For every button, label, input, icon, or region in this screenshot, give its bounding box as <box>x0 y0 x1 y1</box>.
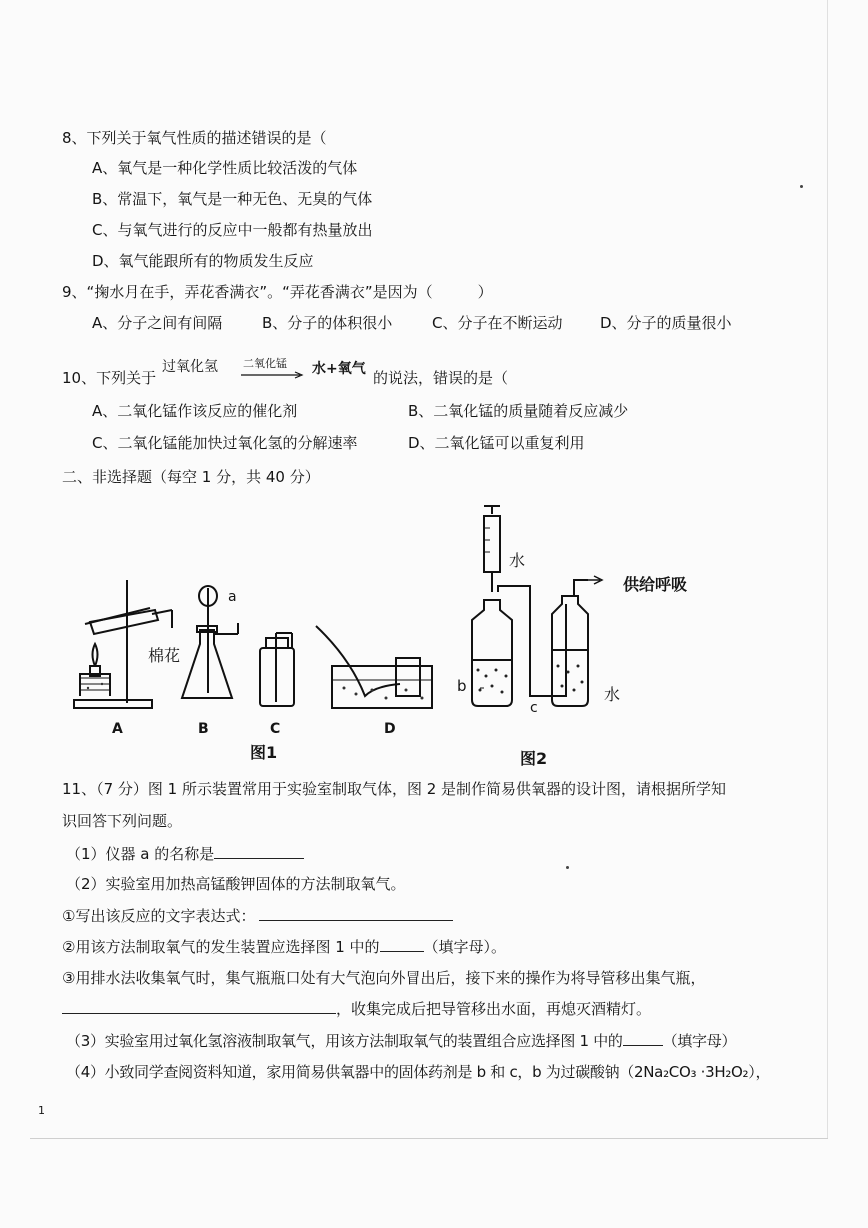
q11-part-1-text: （1）仪器 a 的名称是 <box>66 845 215 863</box>
scan-speck <box>800 185 803 188</box>
q11-stem-line-2: 识回答下列问题。 <box>62 812 183 830</box>
label-D: D <box>384 721 396 737</box>
q8-option-b: B、常温下，氧气是一种无色、无臭的气体 <box>92 190 373 208</box>
q11-part-2-1-text: ①写出该反应的文字表达式： <box>62 907 256 925</box>
page-right-edge <box>827 0 828 1138</box>
answer-blank-2[interactable] <box>259 906 453 921</box>
figure-1-caption: 图1 <box>250 743 278 762</box>
page-bottom-edge <box>30 1138 828 1139</box>
q10-option-d: D、二氧化锰可以重复利用 <box>408 434 585 452</box>
label-cotton: 棉花 <box>148 646 181 665</box>
q8-option-d: D、氧气能跟所有的物质发生反应 <box>92 252 314 270</box>
q11-part-4: （4）小致同学查阅资料知道，家用简易供氧器中的固体药剂是 b 和 c，b 为过碳酸钠（2Na₂CO₃ ·3H₂O₂）， <box>66 1063 771 1081</box>
q11-part-2-2 <box>62 937 506 957</box>
q11-part-2-2-text: ②用该方法制取氧气的发生装置应选择图 1 中的 <box>62 938 380 956</box>
figure-1-apparatus <box>60 568 460 723</box>
q8-option-a: A、氧气是一种化学性质比较活泼的气体 <box>92 159 358 177</box>
figure-2-caption: 图2 <box>520 749 548 768</box>
page-number: 1 <box>38 1104 45 1117</box>
q9-stem: 9、“掬水月在手，弄花香满衣”。“弄花香满衣”是因为（ ） <box>62 283 493 301</box>
q10-catalyst: 二氧化锰 <box>243 357 287 370</box>
q10-option-b: B、二氧化锰的质量随着反应减少 <box>408 402 629 420</box>
reaction-arrow-icon <box>240 371 306 379</box>
q10-option-c: C、二氧化锰能加快过氧化氢的分解速率 <box>92 434 358 452</box>
q11-part-2: （2）实验室用加热高锰酸钾固体的方法制取氧气。 <box>66 875 406 893</box>
label-supply-breathing: 供给呼吸 <box>623 575 688 594</box>
q11-part-2-1 <box>62 906 453 926</box>
label-C: C <box>270 721 281 737</box>
q9-option-d: D、分子的质量很小 <box>600 314 732 332</box>
q9-option-b: B、分子的体积很小 <box>262 314 393 332</box>
q10-option-a: A、二氧化锰作该反应的催化剂 <box>92 402 298 420</box>
q11-part-2-3b-text: ，收集完成后把导管移出水面，再熄灭酒精灯。 <box>336 1000 652 1018</box>
q8-option-c: C、与氧气进行的反应中一般都有热量放出 <box>92 221 373 239</box>
label-A: A <box>112 721 123 737</box>
answer-blank-1[interactable] <box>214 844 304 859</box>
answer-blank-3[interactable] <box>380 937 424 952</box>
label-water-top: 水 <box>509 551 526 570</box>
q11-part-1 <box>66 844 304 864</box>
q11-part-2-2-suffix: （填字母）。 <box>423 938 507 956</box>
q11-part-2-3: ③用排水法收集氧气时，集气瓶瓶口处有大气泡向外冒出后，接下来的操作为将导管移出集气瓶， <box>62 969 706 987</box>
label-B: B <box>198 721 209 737</box>
answer-blank-4[interactable] <box>62 999 336 1014</box>
q8-stem: 8、下列关于氧气性质的描述错误的是（ <box>62 129 327 147</box>
q11-part-3 <box>66 1031 736 1051</box>
scan-speck <box>566 866 569 869</box>
q10-reactant: 过氧化氢 <box>162 359 218 375</box>
q10-products: 水+氧气 <box>312 361 366 377</box>
q9-option-a: A、分子之间有间隔 <box>92 314 223 332</box>
q10-prefix: 10、下列关于 <box>62 369 157 387</box>
label-c: c <box>530 700 538 716</box>
q9-option-c: C、分子在不断运动 <box>432 314 563 332</box>
q11-stem-line-1: 11、（7 分）图 1 所示装置常用于实验室制取气体，图 2 是制作简易供氧器的设计图，请根据所学知 <box>62 780 727 798</box>
label-a: a <box>228 589 237 605</box>
answer-blank-5[interactable] <box>623 1031 663 1046</box>
label-b: b <box>457 677 467 695</box>
section-2-heading: 二、非选择题（每空 1 分，共 40 分） <box>62 468 320 486</box>
q11-part-3-text: （3）实验室用过氧化氢溶液制取氧气，用该方法制取氧气的装置组合应选择图 1 中的 <box>66 1032 623 1050</box>
q11-part-2-3b <box>62 999 651 1019</box>
label-water-bottom: 水 <box>604 685 621 704</box>
q11-part-3-suffix: （填字母） <box>662 1032 737 1050</box>
q10-suffix: 的说法，错误的是（ <box>373 369 509 387</box>
